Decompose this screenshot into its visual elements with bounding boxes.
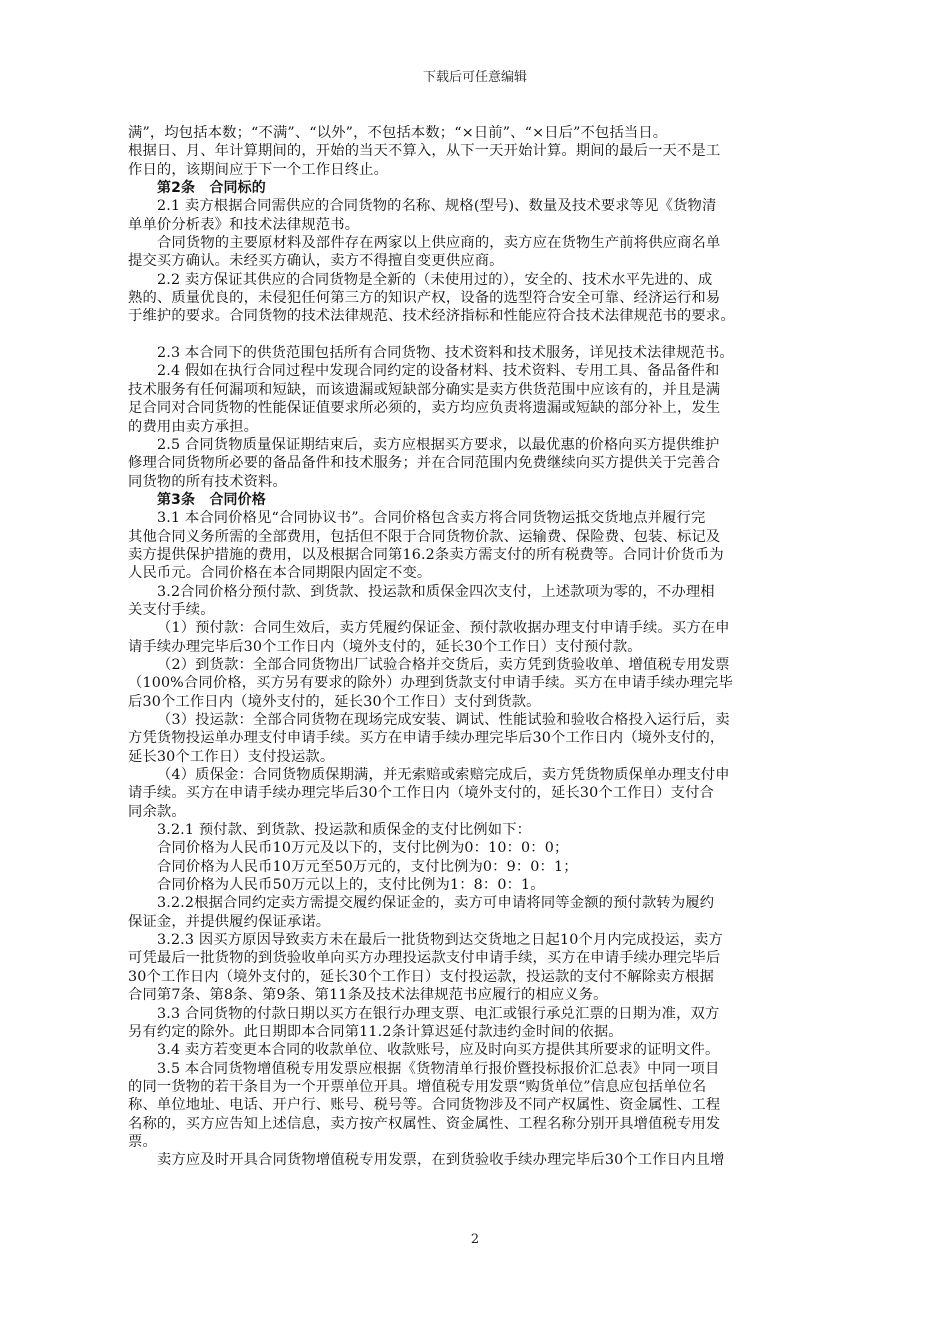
text-line: （100%合同价格，买方另有要求的除外）办理到货款支付申请手续。买方在申请手续办理完毕 xyxy=(128,675,733,692)
text-line: 2.3 本合同下的供货范围包括所有合同货物、技术资料和技术服务，详见技术法律规范书。 xyxy=(157,345,734,362)
text-line: 提交买方确认。未经买方确认，卖方不得擅自变更供应商。 xyxy=(128,253,504,270)
text-line: 2.4 假如在执行合同过程中发现合同约定的设备材料、技术资料、专用工具、备品备件和 xyxy=(157,363,720,380)
text-line: 卖方提供保护措施的费用，以及根据合同第16.2条卖方需支付的所有税费等。合同计价货币为 xyxy=(128,546,724,563)
text-line: 可凭最后一批货物的到货验收单向买方办理投运款支付申请手续，买方在申请手续办理完毕后 xyxy=(128,950,721,967)
text-line: 合同价格为人民币50万元以上的，支付比例为1：8：0：1。 xyxy=(157,877,545,894)
text-line: 2.1 卖方根据合同需供应的合同货物的名称、规格(型号)、数量及技术要求等见《货物清 xyxy=(157,198,717,215)
text-line: 单单价分析表》和技术法律规范书。 xyxy=(128,216,360,233)
document-body xyxy=(128,124,822,1170)
text-line: 方凭货物投运单办理支付申请手续。买方在申请手续办理完毕后30个工作日内（境外支付的， xyxy=(128,730,725,747)
text-line: 另有约定的除外。此日期即本合同第11.2条计算迟延付款违约金时间的依据。 xyxy=(128,1023,623,1040)
text-line: 于维护的要求。合同货物的技术法律规范、技术经济指标和性能应符合技术法律规范书的要求。 xyxy=(128,308,735,325)
text-line: 后30个工作日内（境外支付的，延长30个工作日）支付到货款。 xyxy=(128,693,541,710)
text-line: 满”，均包括本数；“不满”、“以外”，不包括本数；“×日前”、“×日后”不包括当日。 xyxy=(128,125,668,141)
text-line: 3.4 卖方若变更本合同的收款单位、收款账号，应及时向买方提供其所要求的证明文件。 xyxy=(157,1042,720,1059)
text-line: 3.3 合同货物的付款日期以买方在银行办理支票、电汇或银行承兑汇票的日期为准，双方 xyxy=(157,1005,720,1022)
text-line: 3.2.1 预付款、到货款、投运款和质保金的支付比例如下： xyxy=(157,822,532,839)
text-line: 人民币元。合同价格在本合同期限内固定不变。 xyxy=(128,565,432,582)
text-line: 3.1 本合同价格见“合同协议书”。合同价格包含卖方将合同货物运抵交货地点并履行完 xyxy=(157,510,706,527)
text-line: 作日的，该期间应于下一个工作日终止。 xyxy=(128,161,389,178)
text-line: 合同价格为人民币10万元至50万元的，支付比例为0：9：0：1； xyxy=(157,858,578,875)
text-line: 合同第7条、第8条、第9条、第11条及技术法律规范书应履行的相应义务。 xyxy=(128,987,608,1004)
text-line: 卖方应及时开具合同货物增值税专用发票，在到货验收手续办理完毕后30个工作日内且增 xyxy=(157,1152,725,1169)
text-line: 请手续。买方在申请手续办理完毕后30个工作日内（境外支付的，延长30个工作日）支付合 xyxy=(128,785,714,802)
text-line: （4）质保金：合同货物质保期满，并无索赔或索赔完成后，卖方凭货物质保单办理支付申 xyxy=(157,767,730,784)
text-line: 请手续办理完毕后30个工作日内（境外支付的，延长30个工作日）支付预付款。 xyxy=(128,638,642,655)
text-line: （1）预付款：合同生效后，卖方凭履约保证金、预付款收据办理支付申请手续。买方在申 xyxy=(157,620,730,637)
text-line: 3.2.3 因买方原因导致卖方未在最后一批货物到达交货地之日起10个月内完成投运，卖方 xyxy=(157,932,723,949)
text-line: （2）到货款：全部合同货物出厂试验合格并交货后，卖方凭到货验收单、增值税专用发票 xyxy=(157,656,730,673)
text-line: 根据日、月、年计算期间的，开始的当天不算入，从下一天开始计算。期间的最后一天不是工 xyxy=(128,143,721,160)
text-line: 保证金，并提供履约保证承诺。 xyxy=(128,913,331,930)
page-header: 下载后可任意编辑 xyxy=(422,70,527,85)
text-line: 合同货物的主要原材料及部件存在两家以上供应商的，卖方应在货物生产前将供应商名单 xyxy=(157,235,721,252)
text-line: 技术服务有任何漏项和短缺，而该遗漏或短缺部分确实是卖方供货范围中应该有的，并且是满 xyxy=(128,381,721,398)
text-line: （3）投运款：全部合同货物在现场完成安装、调试、性能试验和验收合格投入运行后，卖 xyxy=(157,712,730,728)
text-line: 合同价格为人民币10万元及以下的，支付比例为0：10：0：0； xyxy=(157,840,569,857)
text-line: 30个工作日内（境外支付的，延长30个工作日）支付投运款，投运款的支付不解除卖方根据 xyxy=(128,968,714,985)
text-line: 2.5 合同货物质量保证期结束后，卖方应根据买方要求，以最优惠的价格向买方提供维护 xyxy=(157,436,720,453)
blank-line xyxy=(128,326,822,344)
text-line: 2.2 卖方保证其供应的合同货物是全新的（未使用过的），安全的、技术水平先进的、成 xyxy=(157,271,713,288)
text-line: 3.5 本合同货物增值税专用发票应根据《货物清单行报价暨投标报价汇总表》中同一项目 xyxy=(157,1060,720,1077)
text-line: 称、单位地址、电话、开户行、账号、税号等。合同货物涉及不同产权属性、资金属性、工程 xyxy=(128,1097,721,1114)
section-heading: 第3条 合同价格 xyxy=(157,491,266,508)
text-line: 关支付手续。 xyxy=(128,601,215,618)
text-line: 熟的、质量优良的，未侵犯任何第三方的知识产权，设备的选型符合安全可靠、经济运行和易 xyxy=(128,290,721,307)
text-line: 名称的，买方应告知上述信息，卖方按产权属性、资金属性、工程名称分别开具增值税专用发 xyxy=(128,1115,721,1132)
text-line: 修理合同货物所必要的备品备件和技术服务；并在合同范围内免费继续向买方提供关于完善合 xyxy=(128,455,721,472)
text-line: 的费用由卖方承担。 xyxy=(128,418,259,435)
text-line: 票。 xyxy=(128,1133,157,1150)
page-number: 2 xyxy=(470,1232,480,1247)
text-line: 延长30个工作日）支付投运款。 xyxy=(128,748,335,765)
text-line: 3.2.2根据合同约定卖方需提交履约保证金的，卖方可申请将同等金额的预付款转为履约 xyxy=(157,895,715,912)
text-line: 的同一货物的若干条目为一个开票单位开具。增值税专用发票“购货单位”信息应包括单位名 xyxy=(128,1078,707,1095)
text-line: 同余款。 xyxy=(128,803,186,820)
text-line: 3.2合同价格分预付款、到货款、投运款和质保金四次支付，上述款项为零的，不办理相 xyxy=(157,583,715,600)
text-line: 同货物的所有技术资料。 xyxy=(128,473,287,490)
text-line: 其他合同义务所需的全部费用，包括但不限于合同货物价款、运输费、保险费、包装、标记及 xyxy=(128,528,721,545)
section-heading: 第2条 合同标的 xyxy=(157,180,266,197)
text-line: 足合同对合同货物的性能保证值要求所必须的，卖方均应负责将遗漏或短缺的部分补上，发生 xyxy=(128,400,721,417)
